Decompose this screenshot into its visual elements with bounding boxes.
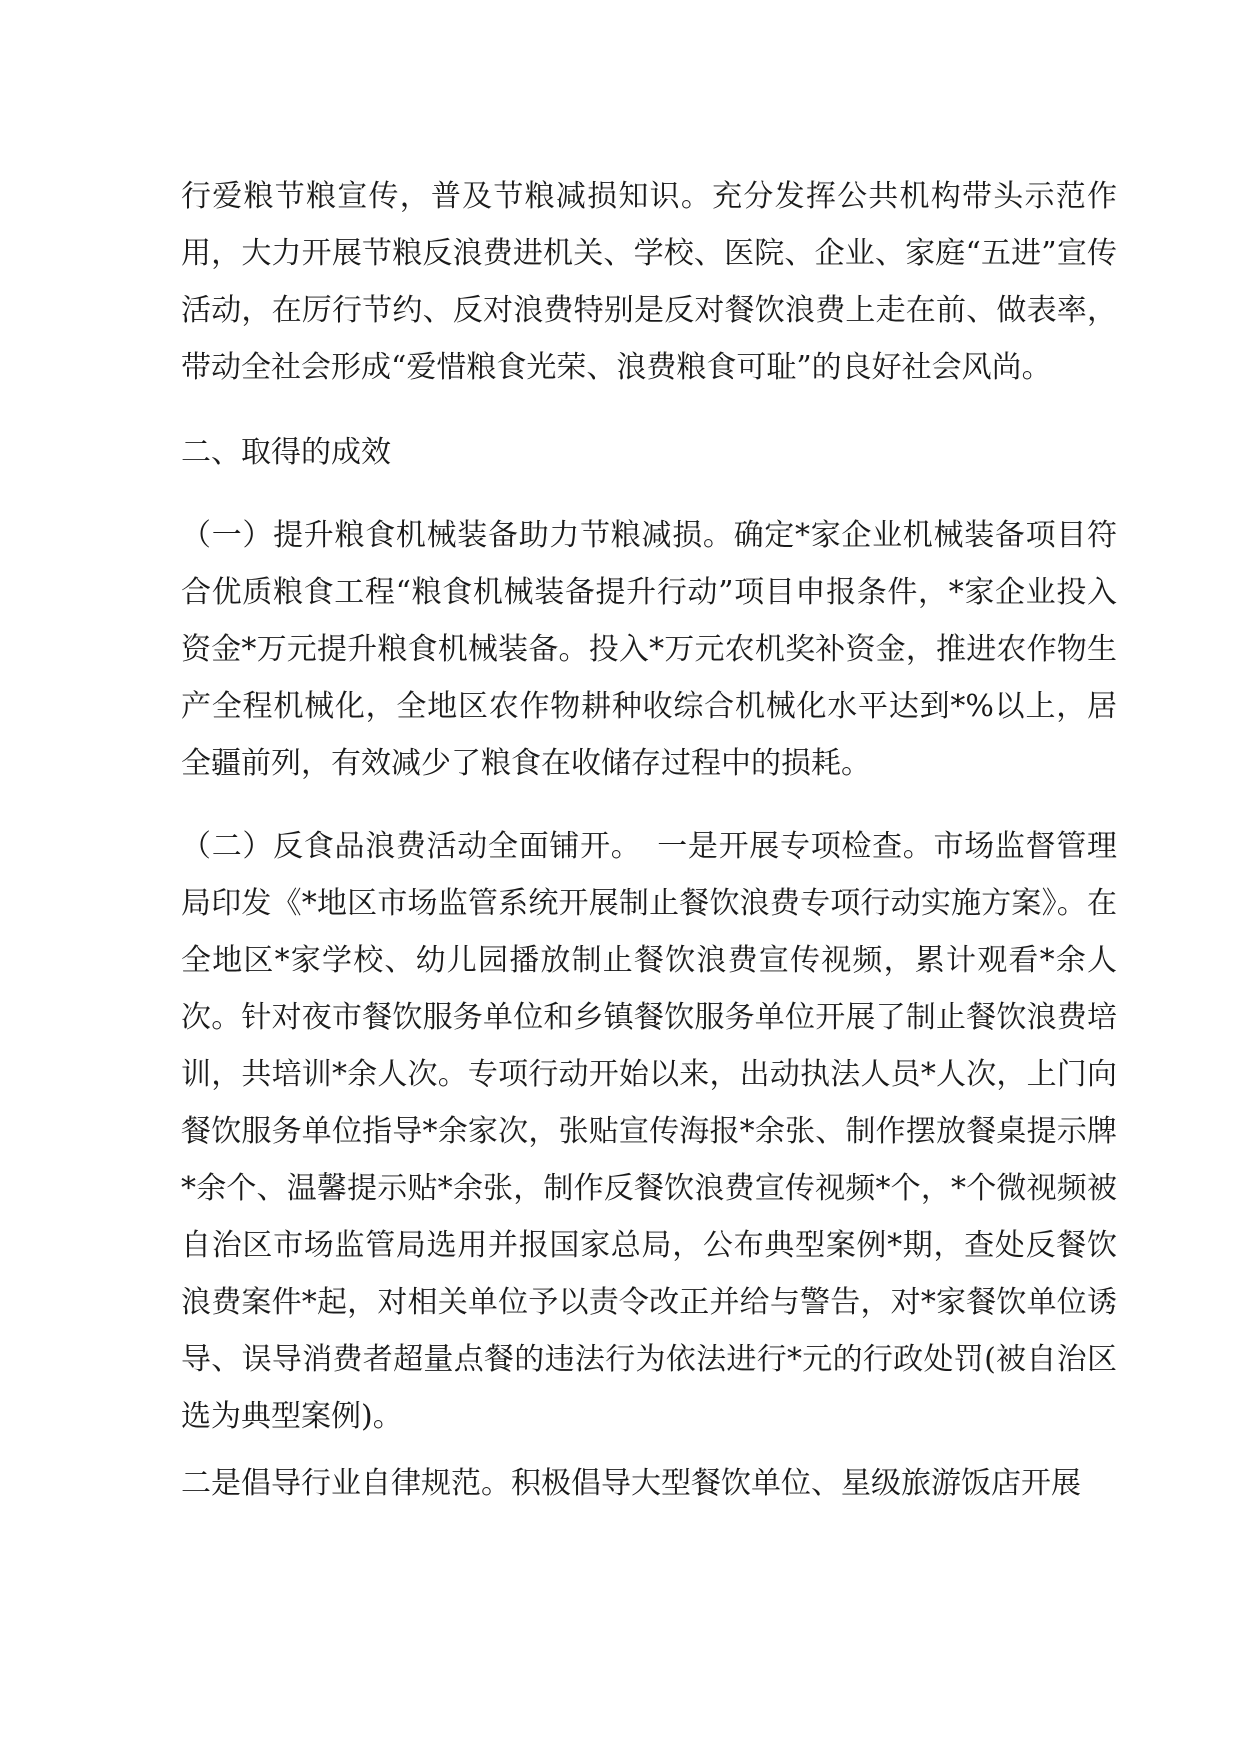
document-body bbox=[181, 168, 1117, 1512]
paragraph-anti-food-waste: （二）反食品浪费活动全面铺开。 一是开展专项检查。市场监督管理局印发《*地区市场监管系统开展制止餐饮浪费专项行动实施方案》。在全地区*家学校、幼儿园播放制止餐饮浪费宣传视频，累计观看*余人次。针对夜市餐饮服务单位和乡镇餐饮服务单位开展了制止餐饮浪费培训，共培训*余人次。专项行动开始以来，出动执法人员*人次，上门向餐饮服务单位指导*余家次，张贴宣传海报*余张、制作摆放餐桌提示牌*余个、温馨提示贴*余张，制作反餐饮浪费宣传视频*个，*个微视频被自治区市场监管局选用并报国家总局，公布典型案例*期，查处反餐饮浪费案件*起，对相关单位予以责令改正并给与警告，对*家餐饮单位诱导、误导消费者超量点餐的违法行为依法进行*元的行政处罚(被自治区选为典型案例)。 bbox=[181, 829, 1117, 1434]
paragraph-machinery-equipment: （一）提升粮食机械装备助力节粮减损。确定*家企业机械装备项目符合优质粮食工程“粮食机械装备提升行动”项目申报条件，*家企业投入资金*万元提升粮食机械装备。投入*万元农机奖补资金，推进农作物生产全程机械化，全地区农作物耕种收综合机械化水平达到*%以上，居全疆前列，有效减少了粮食在收储存过程中的损耗。 bbox=[181, 518, 1117, 781]
paragraph-industry-self-discipline: 二是倡导行业自律规范。积极倡导大型餐饮单位、星级旅游饭店开展 bbox=[181, 1466, 1081, 1501]
paragraph-public-institutions: 行爱粮节粮宣传，普及节粮减损知识。充分发挥公共机构带头示范作用，大力开展节粮反浪费进机关、学校、医院、企业、家庭“五进”宣传活动，在厉行节约、反对浪费特别是反对餐饮浪费上走在前、做表率，带动全社会形成“爱惜粮食光荣、浪费粮食可耻”的良好社会风尚。 bbox=[181, 179, 1117, 385]
section-heading-achievements: 二、取得的成效 bbox=[181, 435, 391, 470]
